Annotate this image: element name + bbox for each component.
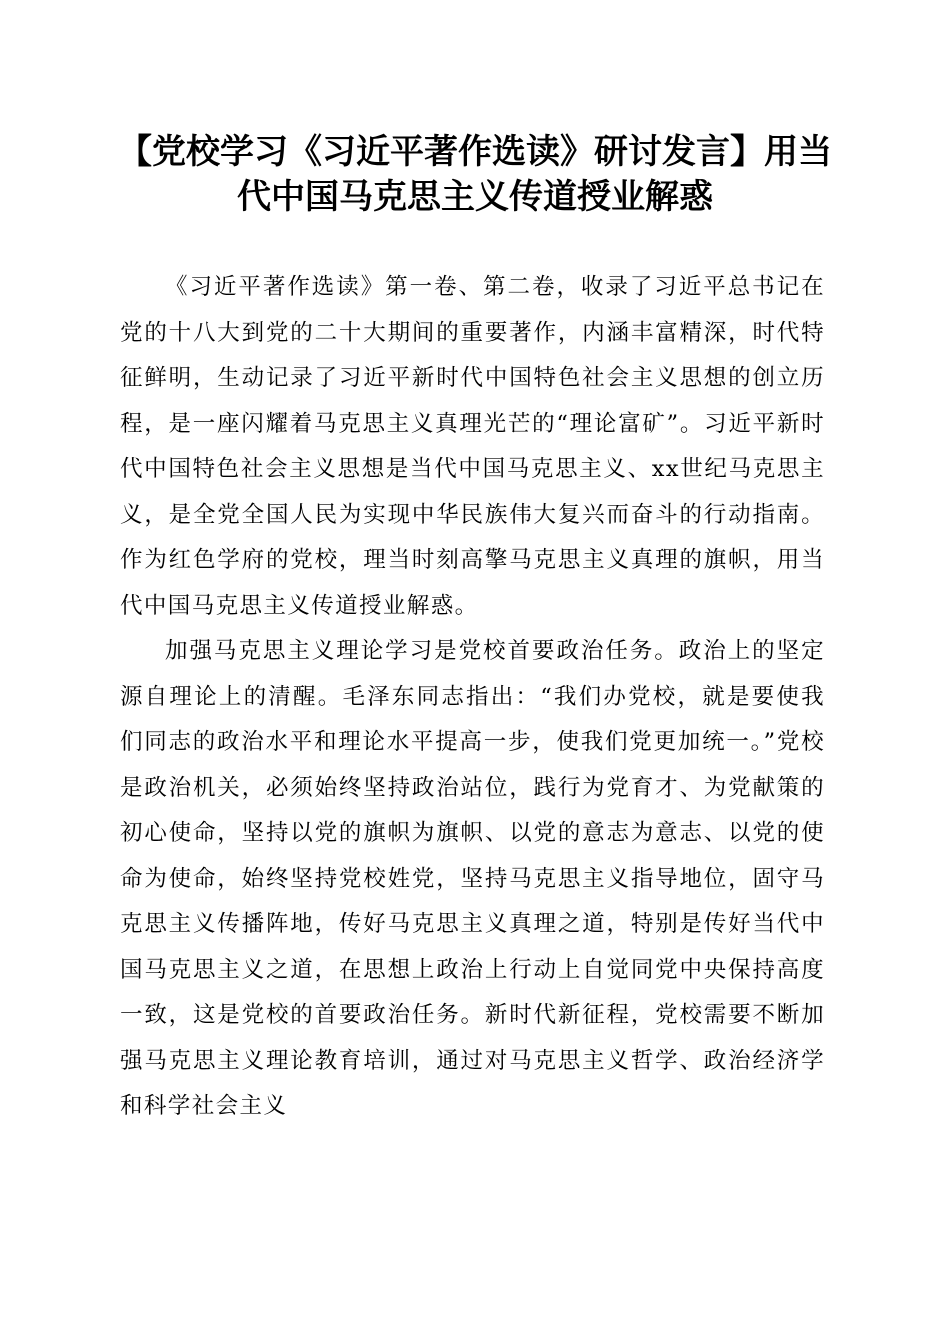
document-title: 【党校学习《习近平著作选读》研讨发言】用当代中国马克思主义传道授业解惑 xyxy=(118,132,832,217)
paragraph-1: 《习近平著作选读》第一卷、第二卷，收录了习近平总书记在党的十八大到党的二十大期间的重要著作，内涵丰富精深，时代特征鲜明，生动记录了习近平新时代中国特色社会主义思想的创立历程，是一座闪耀着马克思主义真理光芒的“理论富矿”。习近平新时代中国特色社会主义思想是当代中国马克思主义、xx世纪马克思主义，是全党全国人民为实现中华民族伟大复兴而奋斗的行动指南。作为红色学府的党校，理当时刻高擎马克思主义真理的旗帜，用当代中国马克思主义传道授业解惑。 xyxy=(120,274,825,619)
paragraph-2: 加强马克思主义理论学习是党校首要政治任务。政治上的坚定源自理论上的清醒。毛泽东同志指出：“我们办党校，就是要使我们同志的政治水平和理论水平提高一步，使我们党更加统一。”党校是政治机关，必须始终坚持政治站位，践行为党育才、为党献策的初心使命，坚持以党的旗帜为旗帜、以党的意志为意志、以党的使命为使命，始终坚持党校姓党，坚持马克思主义指导地位，固守马克思主义传播阵地，传好马克思主义真理之道，特别是传好当代中国马克思主义之道，在思想上政治上行动上自觉同党中央保持高度一致，这是党校的首要政治任务。新时代新征程，党校需要不断加强马克思主义理论教育培训，通过对马克思主义哲学、政治经济学和科学社会主义 xyxy=(120,638,825,1119)
document-body xyxy=(120,265,825,1130)
